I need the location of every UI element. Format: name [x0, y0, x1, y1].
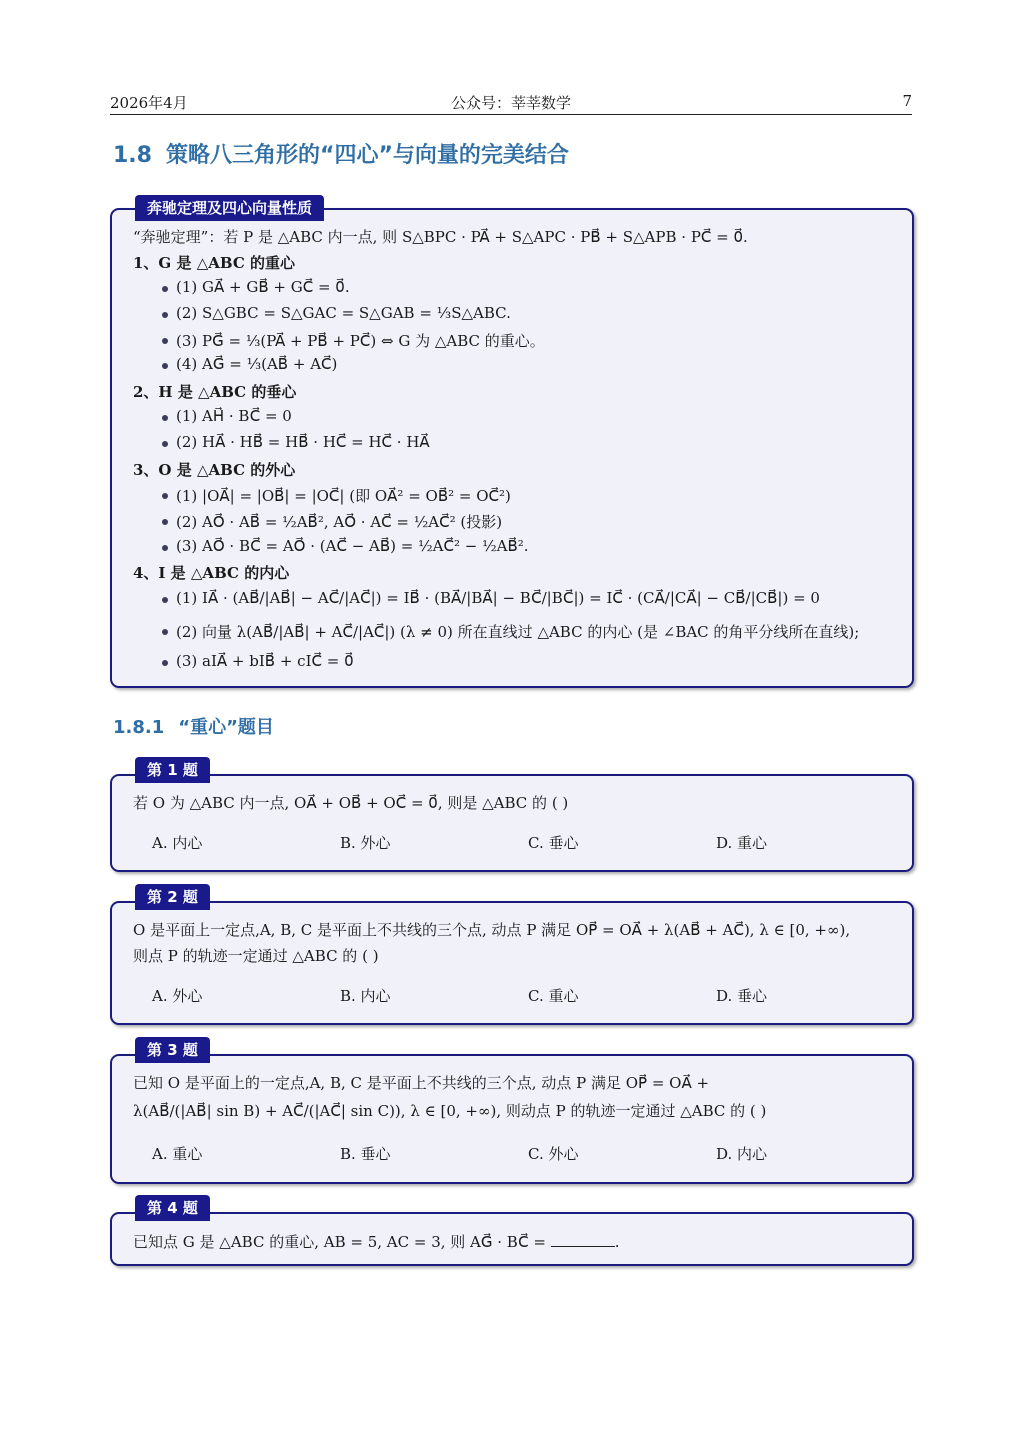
theorem-item: (3) AO⃗ · BC⃗ = AO⃗ · (AC⃗ − AB⃗) = ½AC⃗² − ½AB⃗². — [176, 537, 529, 555]
theorem-heading: 4、I 是 △ABC 的内心 — [133, 564, 290, 582]
option-a: A. 内心 — [152, 834, 203, 852]
theorem-item: (2) AO⃗ · AB⃗ = ½AB⃗², AO⃗ · AC⃗ = ½AC⃗² (投影) — [176, 513, 503, 531]
theorem-item: (3) aIA⃗ + bIB⃗ + cIC⃗ = 0⃗ — [176, 652, 354, 670]
section-title — [113, 138, 569, 169]
option-d: D. 内心 — [716, 1145, 768, 1163]
option-c: C. 垂心 — [528, 834, 579, 852]
problem-text — [133, 1231, 619, 1252]
theorem-item: (1) GA⃗ + GB⃗ + GC⃗ = 0⃗. — [176, 278, 350, 296]
subsection-number: 1.8.1 — [113, 717, 165, 738]
theorem-item: (2) HA⃗ · HB⃗ = HB⃗ · HC⃗ = HC⃗ · HA⃗ — [176, 433, 430, 451]
theorem-item: (1) AH⃗ · BC⃗ = 0 — [176, 407, 292, 425]
problem-box — [110, 774, 914, 872]
section-title-text: 策略八三角形的“四心”与向量的完美结合 — [165, 143, 569, 168]
page-number: 7 — [902, 92, 912, 110]
subsection-title — [113, 713, 274, 739]
option-b: B. 内心 — [340, 987, 391, 1005]
theorem-line: “奔驰定理”：若 P 是 △ABC 内一点, 则 S△BPC · PA⃗ + S△APC · PB⃗ + S△APB · PC⃗ = 0⃗. — [133, 228, 748, 246]
problem-tab: 第 3 题 — [135, 1037, 210, 1063]
theorem-item: (4) AG⃗ = ⅓(AB⃗ + AC⃗) — [176, 355, 338, 373]
page-header — [110, 92, 912, 115]
answer-blank[interactable] — [551, 1232, 615, 1247]
option-c: C. 重心 — [528, 987, 579, 1005]
header-account: 公众号：莘莘数学 — [450, 94, 571, 112]
theorem-heading: 2、H 是 △ABC 的垂心 — [133, 383, 297, 401]
option-c: C. 外心 — [528, 1145, 579, 1163]
option-a: A. 外心 — [152, 987, 203, 1005]
problem-tab: 第 2 题 — [135, 884, 210, 910]
problem-text-suffix: . — [614, 1233, 620, 1251]
problem-tab: 第 1 题 — [135, 757, 210, 783]
theorem-item: (1) |OA⃗| = |OB⃗| = |OC⃗| (即 OA⃗² = OB⃗² = OC⃗²) — [176, 487, 511, 505]
problem-text-main: 已知点 G 是 △ABC 的重心, AB = 5, AC = 3, 则 AG⃗ · BC⃗ = — [133, 1233, 546, 1251]
problem-text: 则点 P 的轨迹一定通过 △ABC 的 ( ) — [133, 947, 379, 965]
theorem-item: (2) S△GBC = S△GAC = S△GAB = ⅓S△ABC. — [176, 304, 511, 322]
theorem-heading: 1、G 是 △ABC 的重心 — [133, 254, 295, 272]
theorem-item: (2) 向量 λ(AB⃗/|AB⃗| + AC⃗/|AC⃗|) (λ ≠ 0) 所在直线过 △ABC 的内心 (是 ∠BAC 的角平分线所在直线); — [176, 623, 860, 641]
option-a: A. 重心 — [152, 1145, 203, 1163]
problem-text: 已知 O 是平面上的一定点,A, B, C 是平面上不共线的三个点, 动点 P 满足 OP⃗ = OA⃗ + — [133, 1074, 710, 1092]
section-number: 1.8 — [113, 143, 152, 168]
problem-tab: 第 4 题 — [135, 1195, 210, 1221]
subsection-title-text: “重心”题目 — [178, 717, 274, 738]
theorem-heading: 3、O 是 △ABC 的外心 — [133, 461, 296, 479]
option-b: B. 垂心 — [340, 1145, 391, 1163]
option-d: D. 重心 — [716, 834, 768, 852]
option-b: B. 外心 — [340, 834, 391, 852]
theorem-item: (3) PG⃗ = ⅓(PA⃗ + PB⃗ + PC⃗) ⇔ G 为 △ABC 的重心。 — [176, 332, 545, 350]
theorem-box-tab: 奔驰定理及四心向量性质 — [135, 195, 324, 221]
option-d: D. 垂心 — [716, 987, 768, 1005]
header-date: 2026年4月 — [110, 94, 188, 112]
problem-text: 若 O 为 △ABC 内一点, OA⃗ + OB⃗ + OC⃗ = 0⃗, 则是 △ABC 的 ( ) — [133, 794, 569, 812]
problem-text: O 是平面上一定点,A, B, C 是平面上不共线的三个点, 动点 P 满足 OP⃗ = OA⃗ + λ(AB⃗ + AC⃗), λ ∈ [0, +∞), — [133, 921, 851, 939]
problem-text: λ(AB⃗/(|AB⃗| sin B) + AC⃗/(|AC⃗| sin C)), λ ∈ [0, +∞), 则动点 P 的轨迹一定通过 △ABC 的 ( ) — [133, 1102, 767, 1120]
theorem-item: (1) IA⃗ · (AB⃗/|AB⃗| − AC⃗/|AC⃗|) = IB⃗ · (BA⃗/|BA⃗| − BC⃗/|BC⃗|) = IC⃗ · (CA⃗/|CA⃗| − CB⃗/|CB⃗|) = 0 — [176, 589, 820, 607]
